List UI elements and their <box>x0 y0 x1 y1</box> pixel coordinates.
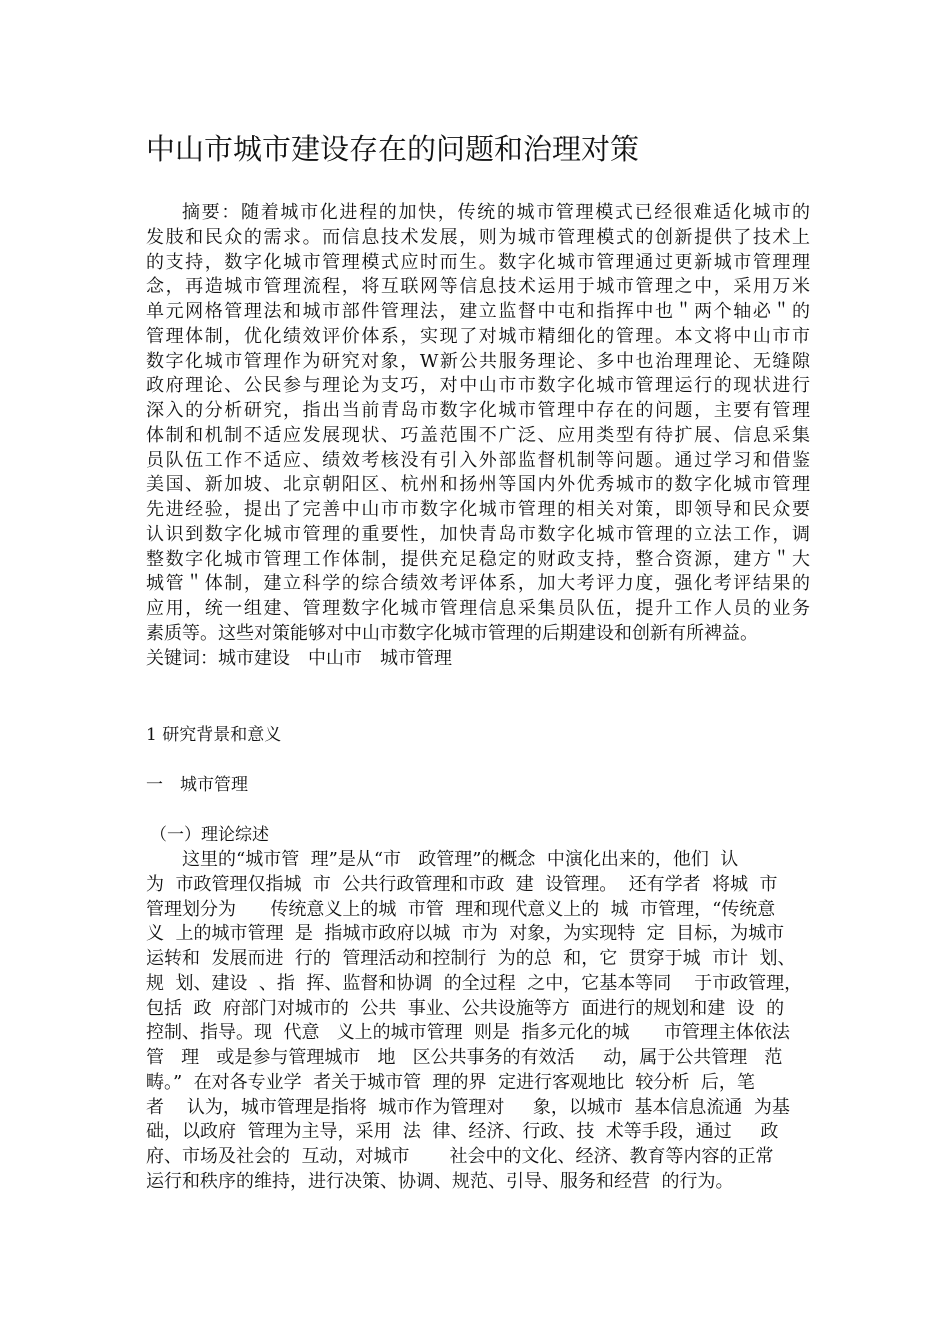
section-heading: 1 研究背景和意义 <box>146 725 282 745</box>
body-line: 础，以政府 管理为主导，采用 法 律、经济、行政、技 术等手段，通过 政 <box>146 1121 779 1143</box>
abstract-line: 深入的分析研究，指出当前青岛市数字化城市管理中存在的问题，主要有管理 <box>146 400 810 421</box>
body-line: 管 理 或是参与管理城市 地 区公共事务的有效活 动，属于公共管理 范 <box>146 1047 783 1068</box>
abstract-line: 素质等。这些对策能够对中山市数字化城市管理的后期建设和创新有所裨益。 <box>146 622 758 644</box>
body-line: 运行和秩序的维持，进行决策、协调、规范、引导、服务和经营 的行为。 <box>146 1170 734 1192</box>
body-line: 这里的“城市管 理”是从“市 政管理”的概念 中演化出来的，他们 认 <box>182 849 739 870</box>
abstract-line: 的支持，数字化城市管理模式应时而生。数字化城市管理通过更新城市管理理 <box>146 251 810 273</box>
abstract-line: 发肢和民众的需求。而信息技术发展，则为城市管理模式的创新提供了技术上 <box>146 226 810 248</box>
body-line: 畴。” 在对各专业学 者关于城市管 理的界 定进行客观地比 较分析 后，笔 <box>146 1071 755 1093</box>
abstract-paragraph <box>146 201 810 671</box>
abstract-line: 先进经验，提出了完善中山市市数字化城市管理的相关对策，即领导和民众要 <box>146 499 810 520</box>
abstract-line: 员队伍工作不适应、绩效考核没有引入外部监督机制等问题。通过学习和借鉴 <box>146 449 810 471</box>
body-paragraph <box>146 848 810 1195</box>
body-line: 包括 政 府部门对城市的 公共 事业、公共设施等方 面进行的规划和建 设 的 <box>146 997 785 1019</box>
keywords-line: 关键词：城市建设 中山市 城市管理 <box>146 647 452 669</box>
body-line: 运转和 发展而进 行的 管理活动和控制行 为的总 和，它 贯穿于城 市计 划、 <box>146 948 796 969</box>
subsection-heading: 一 城市管理 <box>146 775 248 795</box>
body-line: 管理划分为 传统意义上的城 市管 理和现代意义上的 城 市管理，“传统意 <box>146 898 776 920</box>
abstract-line: 城管＂体制，建立科学的综合绩效考评体系，加大考评力度，强化考评结果的 <box>146 573 810 595</box>
body-line: 者 认为，城市管理是指将 城市作为管理对 象，以城市 基本信息流通 为基 <box>146 1096 790 1118</box>
subsubsection-heading: （一）理论综述 <box>150 825 269 845</box>
abstract-line: 摘要：随着城市化进程的加快，传统的城市管理模式已经很难适化城市的 <box>182 202 810 223</box>
abstract-line: 念，再造城市管理流程，将互联网等信息技术运用于城市管理之中，采用万米 <box>146 276 810 298</box>
body-line: 义 上的城市管理 是 指城市政府以城 市为 对象，为实现特 定 目标，为城市 <box>146 923 785 945</box>
abstract-line: 整数字化城市管理工作体制，提供充足稳定的财政支持，整合资源，建方＂大 <box>146 548 810 570</box>
abstract-line: 管理体制，优化绩效评价体系，实现了对城市精细化的管理。本文将中山市市 <box>146 325 810 347</box>
document-title: 中山市城市建设存在的问题和治理对策 <box>146 132 640 166</box>
abstract-line: 认识到数字化城市管理的重要性，加快青岛市数字化城市管理的立法工作，调 <box>146 523 810 545</box>
body-line: 府、市场及社会的 互动，对城市 社会中的文化、经济、教育等内容的正常 <box>146 1146 774 1167</box>
abstract-line: 应用，统一组建、管理数字化城市管理信息采集员队伍，提升工作人员的业务 <box>146 598 810 619</box>
abstract-line: 体制和机制不适应发展现状、巧盖范围不广泛、应用类型有待扩展、信息采集 <box>146 424 810 446</box>
abstract-line: 美国、新加坡、北京朝阳区、杭州和扬州等国内外优秀城市的数字化城市管理 <box>146 474 810 496</box>
abstract-line: 政府理论、公民参与理论为支巧，对中山市市数字化城市管理运行的现状进行 <box>146 375 810 397</box>
body-line: 控制、指导。现 代意 义上的城市管理 则是 指多元化的城 市管理主体依法 <box>146 1022 790 1044</box>
abstract-line: 单元网格管理法和城市部件管理法，建立监督中屯和指挥中也＂两个轴必＂的 <box>146 301 810 322</box>
body-line: 规 划、建设 、指 挥、监督和协调 的全过程 之中，它基本等同 于市政管理， <box>146 972 803 994</box>
body-line: 为 市政管理仅指城 市 公共行政管理和市政 建 设管理。 还有学者 将城 市 <box>146 873 778 895</box>
abstract-line: 数字化城市管理作为研究对象，W新公共服务理论、多中也治理理论、无缝隙 <box>146 350 810 372</box>
